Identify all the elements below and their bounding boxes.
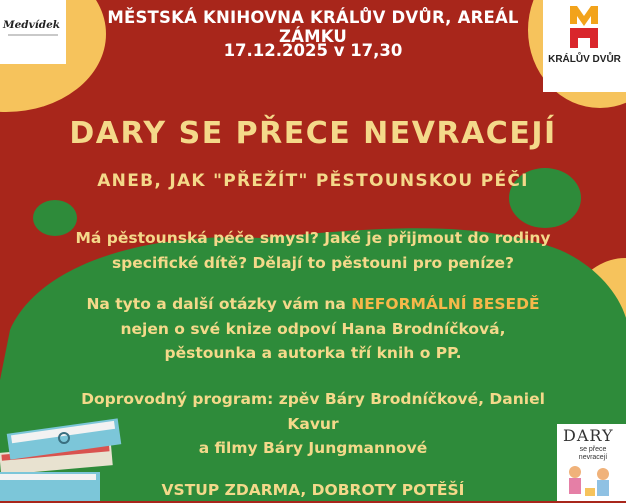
book-cover-title: DARY	[563, 426, 614, 445]
program-line-2: a filmy Báry Jungmannové	[198, 439, 428, 457]
intro-line-2: specifické dítě? Dělají to pěstouni pro peníze?	[111, 253, 515, 272]
discussion-paragraph	[60, 292, 566, 366]
event-title: DARY SE PŘECE NEVRACEJÍ	[69, 116, 557, 151]
book-cover-illustration	[557, 462, 626, 502]
kraluv-dvur-crest-icon	[567, 4, 602, 50]
discussion-line-3: pěstounka a autorka tří knih o PP.	[164, 344, 462, 362]
program-line-1: Doprovodný program: zpěv Báry Brodníčkové, Daniel Kavur	[81, 390, 545, 433]
books-illustration	[0, 408, 130, 501]
discussion-line-2: nejen o své knize odpoví Hana Brodníčková,	[120, 319, 506, 338]
program-paragraph	[60, 387, 566, 461]
kraluv-dvur-logo-text: KRÁLŮV DVŮR	[548, 54, 621, 65]
medvidek-logo-text: Medvídek	[3, 19, 61, 31]
kraluv-dvur-logo	[543, 0, 626, 92]
intro-questions	[60, 226, 566, 275]
event-date: 17.12.2025 v 17,30	[223, 41, 403, 60]
logo-divider	[8, 34, 58, 36]
discussion-text: Na tyto a další otázky vám na	[86, 295, 352, 313]
intro-line-1: Má pěstounská péče smysl? Jaké je přijmout do rodiny	[75, 229, 551, 247]
venue-heading: MĚSTSKÁ KNIHOVNA KRÁLŮV DVŮR, AREÁL ZÁMKU	[107, 8, 519, 46]
free-entry-note: VSTUP ZDARMA, DOBROTY POTĚŠÍ	[161, 481, 465, 499]
event-subtitle: ANEB, JAK "PŘEŽÍT" PĚSTOUNSKOU PÉČI	[97, 171, 529, 191]
book-cover-subtitle: se přece nevracejí	[578, 446, 608, 461]
discussion-line-1	[60, 292, 566, 317]
informal-discussion-highlight: NEFORMÁLNÍ BESEDĚ	[351, 295, 540, 313]
book-cover-thumbnail	[557, 424, 626, 501]
medvidek-logo	[0, 0, 66, 64]
